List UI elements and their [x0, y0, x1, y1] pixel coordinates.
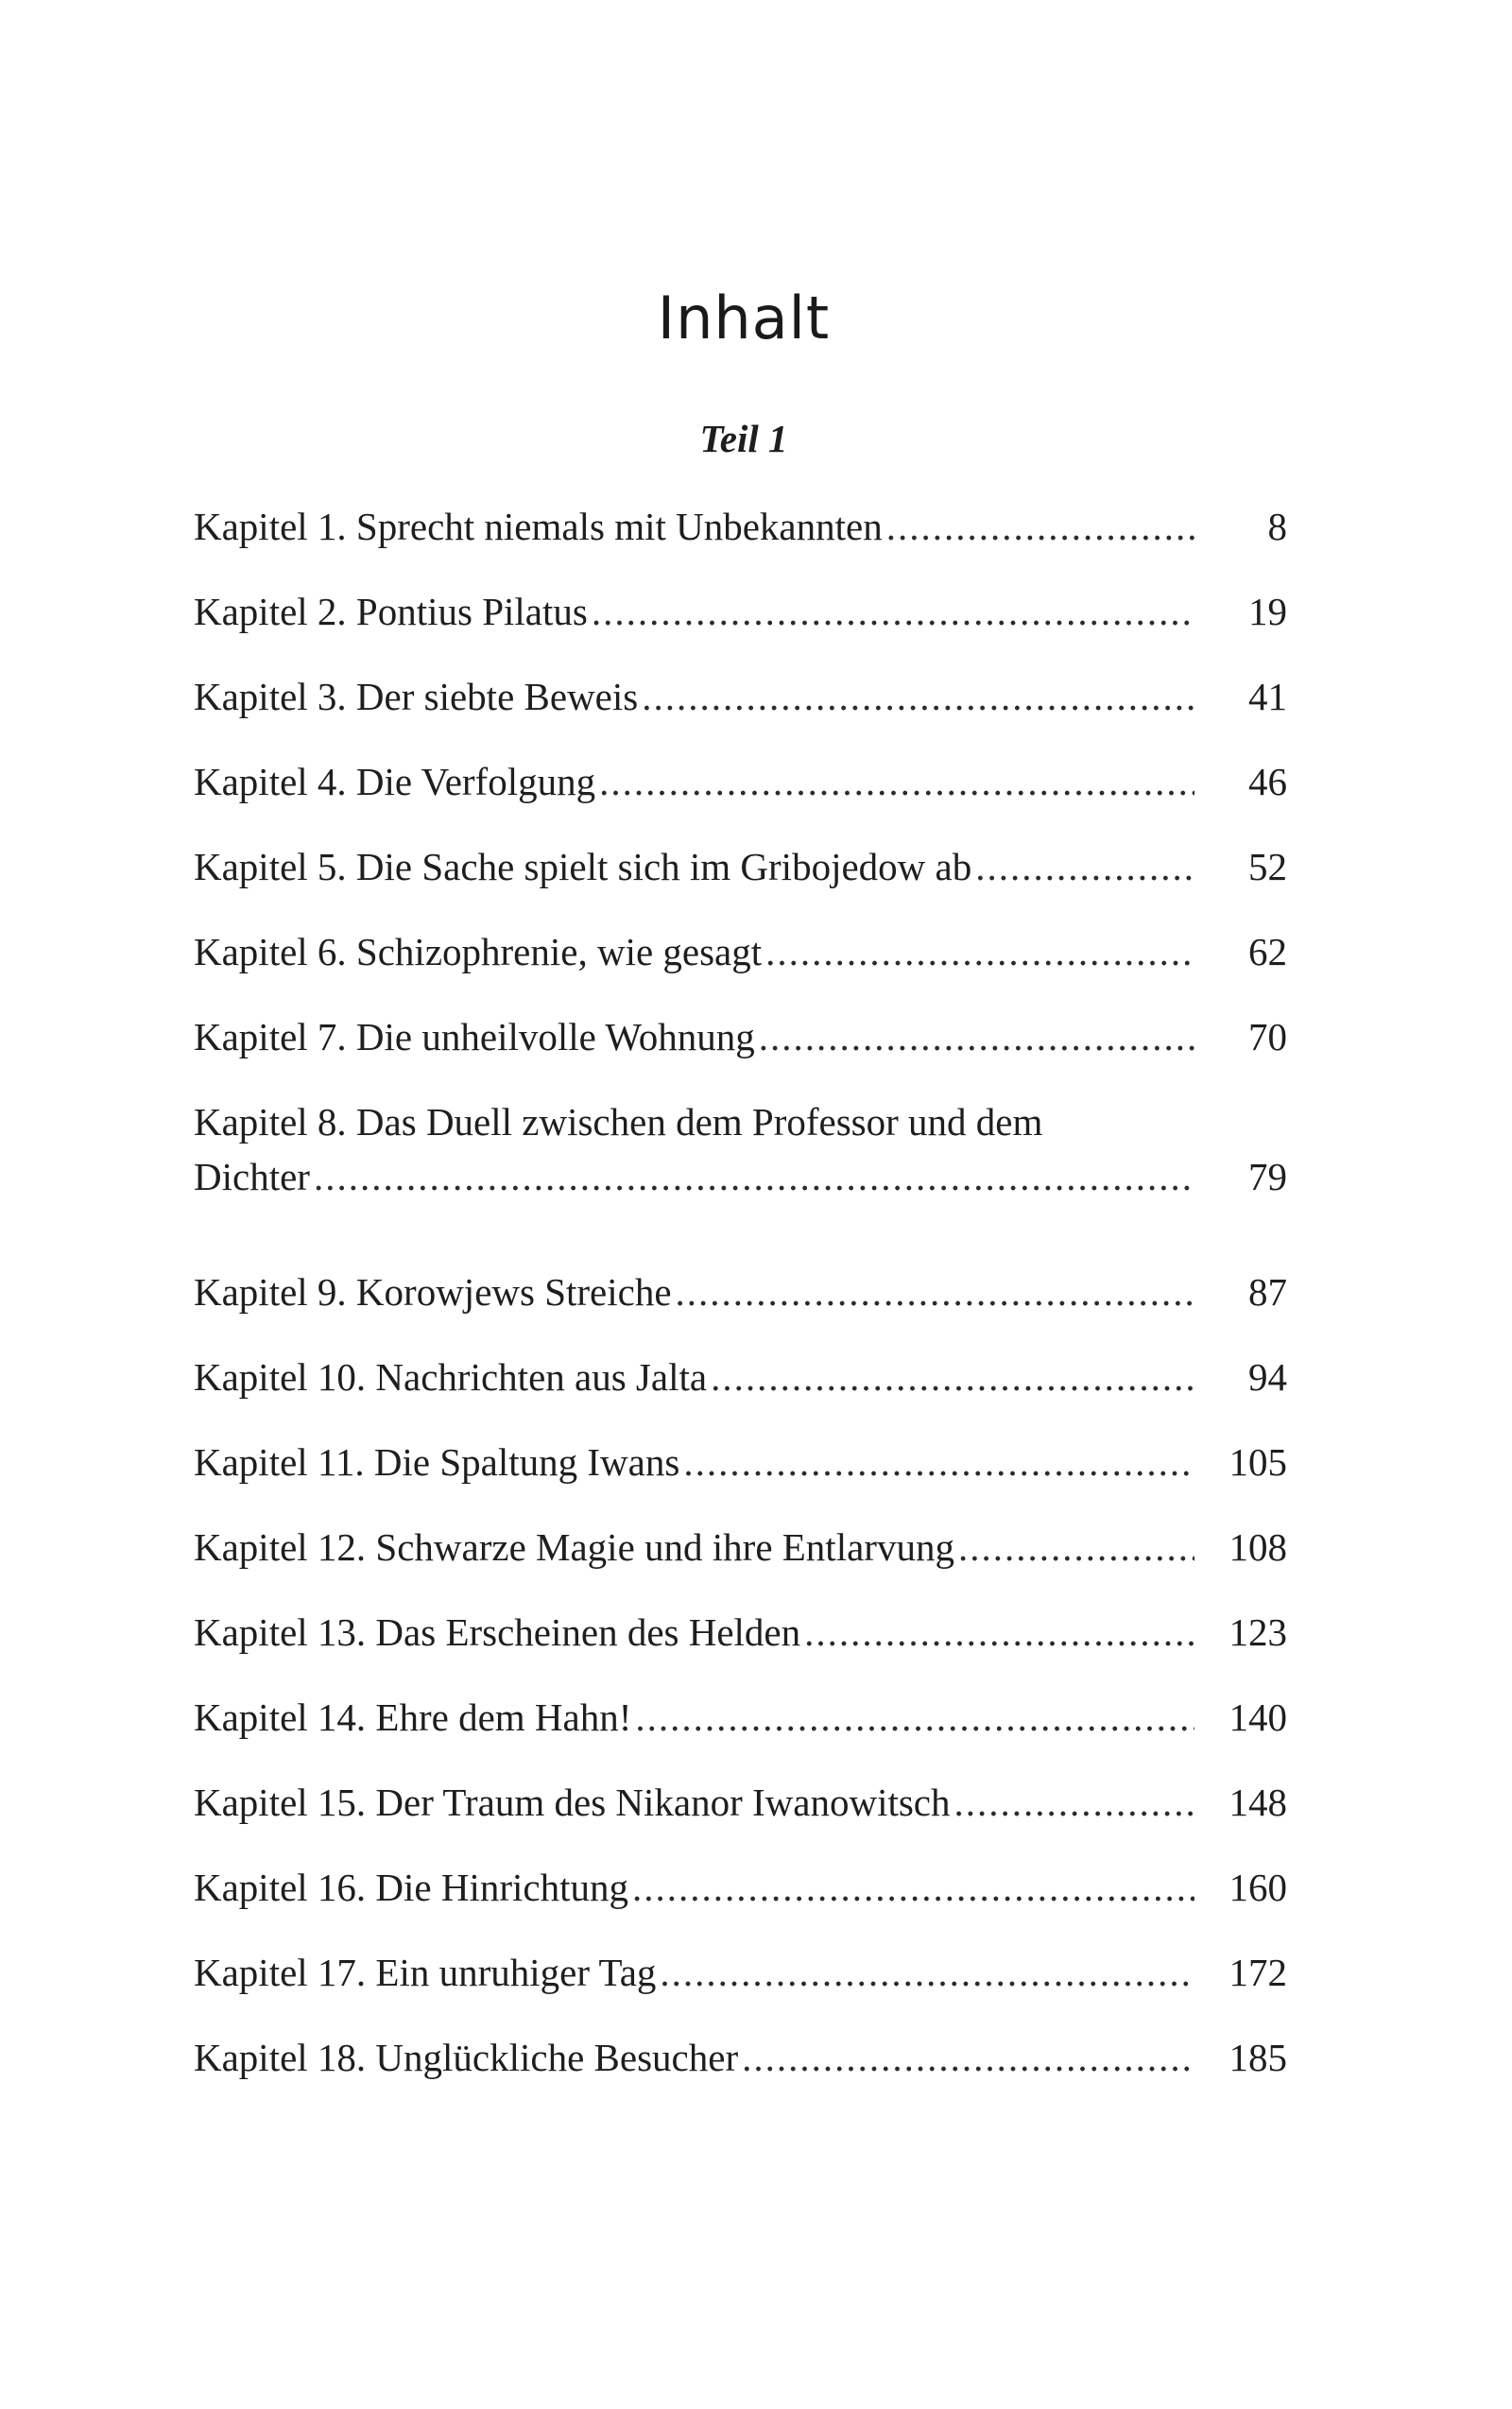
dot-leader — [642, 669, 1194, 724]
dot-leader — [765, 924, 1194, 979]
dot-leader — [759, 1009, 1194, 1064]
chapter-title: Kapitel 7. Die unheilvolle Wohnung — [194, 1015, 755, 1058]
chapter-title: Kapitel 3. Der siebte Beweis — [194, 675, 639, 718]
chapter-title: Kapitel 11. Die Spaltung Iwans — [194, 1440, 680, 1484]
dot-leader — [711, 1350, 1194, 1404]
toc-entry-chapter-3 — [194, 669, 1287, 754]
dot-leader — [975, 839, 1194, 894]
toc-entry-chapter-13 — [194, 1605, 1287, 1690]
toc-entry-chapter-15 — [194, 1775, 1287, 1860]
chapter-title-line-2-row — [194, 1149, 1287, 1204]
chapter-title: Kapitel 2. Pontius Pilatus — [194, 590, 588, 633]
chapter-title: Kapitel 14. Ehre dem Hahn! — [194, 1695, 632, 1739]
toc-entry-chapter-1 — [194, 499, 1287, 584]
toc-entry-chapter-14 — [194, 1690, 1287, 1775]
part-title: Teil 1 — [699, 417, 788, 460]
page-number: 19 — [1248, 590, 1287, 633]
dot-leader — [742, 2030, 1194, 2085]
page-number: 46 — [1248, 760, 1287, 803]
page-number: 52 — [1248, 845, 1287, 888]
dot-leader — [676, 1265, 1194, 1319]
page-number: 62 — [1248, 930, 1287, 973]
page-number: 70 — [1248, 1015, 1287, 1058]
toc-entry-chapter-7 — [194, 1009, 1287, 1094]
toc-entry-chapter-16 — [194, 1860, 1287, 1945]
toc-entry-chapter-2 — [194, 584, 1287, 669]
dot-leader — [592, 584, 1194, 639]
page-number: 94 — [1248, 1355, 1287, 1399]
toc-entry-chapter-11 — [194, 1435, 1287, 1520]
page-number: 172 — [1228, 1951, 1287, 1994]
page-number: 41 — [1248, 675, 1287, 718]
dot-leader — [954, 1775, 1194, 1830]
dot-leader — [683, 1435, 1194, 1489]
page-number: 108 — [1228, 1525, 1287, 1569]
chapter-title: Kapitel 10. Nachrichten aus Jalta — [194, 1355, 708, 1399]
toc-entry-chapter-12 — [194, 1520, 1287, 1605]
dot-leader — [635, 1690, 1194, 1745]
chapter-title: Kapitel 4. Die Verfolgung — [194, 760, 596, 803]
page-number: 140 — [1228, 1695, 1287, 1739]
toc-entry-chapter-4 — [194, 754, 1287, 839]
page-number: 185 — [1228, 2036, 1287, 2079]
chapter-title: Kapitel 13. Das Erscheinen des Helden — [194, 1610, 801, 1654]
toc-entry-chapter-10 — [194, 1350, 1287, 1435]
toc-entry-chapter-17 — [194, 1945, 1287, 2030]
dot-leader — [314, 1149, 1194, 1204]
page-number: 123 — [1228, 1610, 1287, 1654]
chapter-title: Kapitel 6. Schizophrenie, wie gesagt — [194, 930, 763, 973]
chapter-title: Kapitel 17. Ein unruhiger Tag — [194, 1951, 657, 1994]
table-of-contents — [194, 499, 1287, 2115]
chapter-title: Kapitel 9. Korowjews Streiche — [194, 1270, 672, 1314]
dot-leader — [632, 1860, 1194, 1915]
toc-entry-chapter-5 — [194, 839, 1287, 924]
toc-entry-chapter-6 — [194, 924, 1287, 1009]
chapter-title-line-1: Kapitel 8. Das Duell zwischen dem Professor und dem — [194, 1100, 1043, 1144]
chapter-title: Kapitel 16. Die Hinrichtung — [194, 1866, 629, 1909]
page-number: 8 — [1267, 505, 1287, 548]
page-number: 79 — [1248, 1155, 1287, 1198]
chapter-title: Kapitel 12. Schwarze Magie und ihre Entlarvung — [194, 1525, 954, 1569]
chapter-title: Kapitel 5. Die Sache spielt sich im Gribojedow ab — [194, 845, 972, 888]
dot-leader — [804, 1605, 1194, 1660]
dot-leader — [599, 754, 1194, 809]
chapter-title: Kapitel 15. Der Traum des Nikanor Iwanowitsch — [194, 1781, 951, 1824]
page-number: 87 — [1248, 1270, 1287, 1314]
page-title: Inhalt — [657, 284, 831, 353]
page-number: 160 — [1228, 1866, 1287, 1909]
chapter-title: Kapitel 18. Unglückliche Besucher — [194, 2036, 739, 2079]
toc-entry-chapter-8 — [194, 1094, 1287, 1265]
page-number: 148 — [1228, 1781, 1287, 1824]
chapter-title-line-2: Dichter — [194, 1155, 310, 1198]
chapter-title: Kapitel 1. Sprecht niemals mit Unbekannten — [194, 505, 883, 548]
toc-entry-chapter-9 — [194, 1265, 1287, 1350]
dot-leader — [886, 499, 1194, 554]
dot-leader — [958, 1520, 1194, 1574]
dot-leader — [660, 1945, 1194, 2000]
page-number: 105 — [1228, 1440, 1287, 1484]
toc-entry-chapter-18 — [194, 2030, 1287, 2115]
